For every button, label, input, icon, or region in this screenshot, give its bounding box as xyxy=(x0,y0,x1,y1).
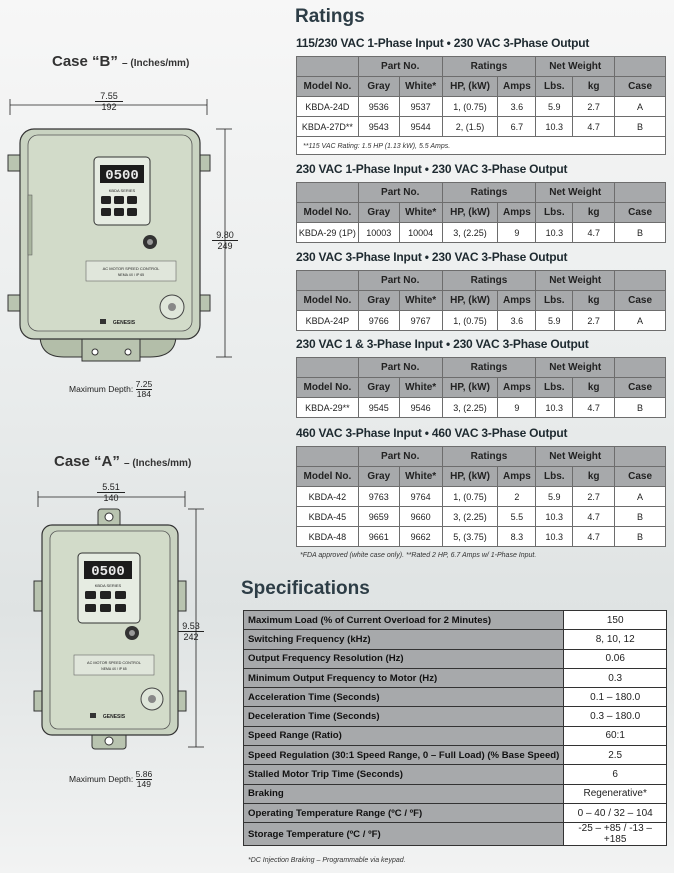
table-cell: Speed Regulation (30:1 Speed Range, 0 – Full Load) (% Base Speed) xyxy=(244,746,564,765)
table-cell: 4.7 xyxy=(573,398,615,418)
table-cell: 9 xyxy=(498,398,536,418)
table-cell: Output Frequency Resolution (Hz) xyxy=(244,649,564,668)
table-cell: 9661 xyxy=(358,527,399,547)
table-row xyxy=(297,527,666,547)
case-a-depth: Maximum Depth: $\frac{5.86}{149}$ xyxy=(69,769,153,789)
table-cell: Model No. xyxy=(297,203,359,223)
table-cell: 10004 xyxy=(399,223,442,243)
table-cell: Net Weight xyxy=(536,57,615,77)
table-cell: B xyxy=(615,398,666,418)
table-cell: kg xyxy=(573,467,615,487)
table-cell: 6 xyxy=(564,765,667,784)
table-cell: Acceleration Time (Seconds) xyxy=(244,688,564,707)
table-cell: Amps xyxy=(498,378,536,398)
table-cell: 60:1 xyxy=(564,726,667,745)
table-cell: 3, (2.25) xyxy=(442,223,498,243)
table-cell: 2.7 xyxy=(573,311,615,331)
table-cell: White* xyxy=(399,467,442,487)
table-cell xyxy=(297,358,359,378)
table-cell: Operating Temperature Range (ºC / ºF) xyxy=(244,803,564,822)
table-cell: HP, (kW) xyxy=(442,203,498,223)
svg-text:NEMA 4X / IP 65: NEMA 4X / IP 65 xyxy=(117,273,145,277)
table-cell: Part No. xyxy=(358,57,442,77)
svg-text:0500: 0500 xyxy=(91,564,125,580)
table-header-row xyxy=(297,77,666,97)
case-b-height-dim: 9.80 249 xyxy=(212,230,238,251)
table-header-row xyxy=(297,183,666,203)
table-cell: KBDA-29** xyxy=(297,398,359,418)
table-cell: Part No. xyxy=(358,271,442,291)
table-cell: Lbs. xyxy=(536,291,573,311)
table-header-row xyxy=(297,447,666,467)
table-header-row xyxy=(297,358,666,378)
ratings-table xyxy=(296,56,666,155)
table-cell: kg xyxy=(573,77,615,97)
table-cell: 10.3 xyxy=(536,117,573,137)
table-header-row xyxy=(297,291,666,311)
table-cell: Net Weight xyxy=(536,447,615,467)
svg-text:NEMA 4X / IP 65: NEMA 4X / IP 65 xyxy=(101,667,127,671)
table-cell: Minimum Output Frequency to Motor (Hz) xyxy=(244,668,564,687)
table-cell: Case xyxy=(615,378,666,398)
table-cell: Lbs. xyxy=(536,203,573,223)
table-cell: Net Weight xyxy=(536,183,615,203)
table-cell: 2 xyxy=(498,487,536,507)
table-cell: B xyxy=(615,507,666,527)
table-header-row xyxy=(297,378,666,398)
table-cell: B xyxy=(615,527,666,547)
table-row xyxy=(297,507,666,527)
table-cell: Amps xyxy=(498,467,536,487)
table-cell: Net Weight xyxy=(536,358,615,378)
table-cell: KBDA-48 xyxy=(297,527,359,547)
table-cell: A xyxy=(615,311,666,331)
ratings-footnote: *FDA approved (white case only). **Rated 2 HP, 6.7 Amps w/ 1-Phase Input. xyxy=(300,552,537,559)
table-cell: White* xyxy=(399,378,442,398)
table-cell: 9767 xyxy=(399,311,442,331)
table-cell: 1, (0.75) xyxy=(442,487,498,507)
table-cell: 5.9 xyxy=(536,97,573,117)
table-cell: 0.3 xyxy=(564,668,667,687)
ratings-table xyxy=(296,446,666,547)
table-cell: 9536 xyxy=(358,97,399,117)
table-row xyxy=(244,630,667,649)
table-cell: KBDA-29 (1P) xyxy=(297,223,359,243)
table-cell: 0.3 – 180.0 xyxy=(564,707,667,726)
table-cell: Ratings xyxy=(442,447,536,467)
table-cell: 10.3 xyxy=(536,398,573,418)
table-cell: 10.3 xyxy=(536,527,573,547)
table-cell: 9659 xyxy=(358,507,399,527)
ratings-table xyxy=(296,182,666,243)
table-header-row xyxy=(297,467,666,487)
table-cell: 8, 10, 12 xyxy=(564,630,667,649)
table-cell: 9660 xyxy=(399,507,442,527)
ratings-section-title: 230 VAC 1 & 3-Phase Input • 230 VAC 3-Phase Output xyxy=(296,337,589,351)
table-cell: 9545 xyxy=(358,398,399,418)
table-cell: White* xyxy=(399,77,442,97)
table-cell: 9763 xyxy=(358,487,399,507)
table-cell: Lbs. xyxy=(536,77,573,97)
table-cell: 9537 xyxy=(399,97,442,117)
table-cell xyxy=(297,447,359,467)
ratings-table xyxy=(296,357,666,418)
table-cell xyxy=(615,358,666,378)
table-row xyxy=(244,668,667,687)
ratings-section-title: 460 VAC 3-Phase Input • 460 VAC 3-Phase Output xyxy=(296,426,568,440)
table-row xyxy=(244,707,667,726)
table-cell: 6.7 xyxy=(498,117,536,137)
table-cell: 5.9 xyxy=(536,311,573,331)
table-cell: HP, (kW) xyxy=(442,378,498,398)
table-cell: Amps xyxy=(498,203,536,223)
table-cell xyxy=(615,57,666,77)
table-row xyxy=(244,803,667,822)
table-note-row xyxy=(297,137,666,155)
table-row xyxy=(297,97,666,117)
table-cell: Deceleration Time (Seconds) xyxy=(244,707,564,726)
table-cell: Ratings xyxy=(442,358,536,378)
svg-text:KBDA SERIES: KBDA SERIES xyxy=(94,583,122,588)
table-cell: 2, (1.5) xyxy=(442,117,498,137)
table-cell: Maximum Load (% of Current Overload for 2 Minutes) xyxy=(244,611,564,630)
table-header-row xyxy=(297,203,666,223)
table-cell: Model No. xyxy=(297,291,359,311)
table-cell: Gray xyxy=(358,203,399,223)
specifications-table xyxy=(243,610,667,846)
table-row xyxy=(244,746,667,765)
table-cell xyxy=(297,137,666,155)
table-cell: kg xyxy=(573,378,615,398)
table-row xyxy=(244,649,667,668)
ratings-section-title: 115/230 VAC 1-Phase Input • 230 VAC 3-Phase Output xyxy=(296,36,590,50)
table-cell: Part No. xyxy=(358,447,442,467)
table-cell: Switching Frequency (kHz) xyxy=(244,630,564,649)
ratings-section-title: 230 VAC 1-Phase Input • 230 VAC 3-Phase Output xyxy=(296,162,568,176)
table-cell: 4.7 xyxy=(573,117,615,137)
table-cell: 2.7 xyxy=(573,97,615,117)
ratings-heading: Ratings xyxy=(295,6,365,27)
table-cell: HP, (kW) xyxy=(442,467,498,487)
table-cell: 5, (3.75) xyxy=(442,527,498,547)
table-cell: Amps xyxy=(498,77,536,97)
table-cell: Model No. xyxy=(297,467,359,487)
table-cell: Braking xyxy=(244,784,564,803)
table-row xyxy=(297,117,666,137)
table-header-row xyxy=(297,57,666,77)
table-cell: Storage Temperature (ºC / ºF) xyxy=(244,823,564,846)
table-cell: Ratings xyxy=(442,271,536,291)
svg-text:AC MOTOR SPEED CONTROL: AC MOTOR SPEED CONTROL xyxy=(102,266,160,271)
table-cell: White* xyxy=(399,291,442,311)
case-b-drawing xyxy=(0,95,240,390)
table-header-row xyxy=(297,271,666,291)
table-cell: 0.1 – 180.0 xyxy=(564,688,667,707)
table-cell: Lbs. xyxy=(536,467,573,487)
table-cell: 3.6 xyxy=(498,97,536,117)
table-cell: 5.9 xyxy=(536,487,573,507)
table-cell: KBDA-24P xyxy=(297,311,359,331)
table-cell: 9543 xyxy=(358,117,399,137)
table-cell: Case xyxy=(615,77,666,97)
table-cell: Lbs. xyxy=(536,378,573,398)
svg-text:GENESIS: GENESIS xyxy=(112,320,136,326)
table-cell xyxy=(615,271,666,291)
table-cell: Case xyxy=(615,203,666,223)
table-cell: Gray xyxy=(358,77,399,97)
table-cell xyxy=(297,271,359,291)
table-cell: Model No. xyxy=(297,378,359,398)
table-cell: A xyxy=(615,97,666,117)
table-cell: Model No. xyxy=(297,77,359,97)
table-cell xyxy=(297,183,359,203)
table-cell: Gray xyxy=(358,291,399,311)
table-cell: Speed Range (Ratio) xyxy=(244,726,564,745)
table-cell: KBDA-27D** xyxy=(297,117,359,137)
table-cell: 10.3 xyxy=(536,223,573,243)
table-cell: kg xyxy=(573,291,615,311)
case-a-width-dim: 5.51 140 xyxy=(97,482,125,503)
table-cell: 3.6 xyxy=(498,311,536,331)
table-row xyxy=(297,311,666,331)
case-b-width-dim: 7.55 192 xyxy=(95,91,123,112)
table-cell: A xyxy=(615,487,666,507)
table-row xyxy=(244,611,667,630)
case-a-height-dim: 9.53 242 xyxy=(178,621,204,642)
table-cell: 9662 xyxy=(399,527,442,547)
table-cell: Net Weight xyxy=(536,271,615,291)
table-cell xyxy=(615,183,666,203)
table-cell: Gray xyxy=(358,378,399,398)
table-cell: 2.7 xyxy=(573,487,615,507)
table-row xyxy=(297,398,666,418)
table-cell: 3, (2.25) xyxy=(442,398,498,418)
table-cell: 9 xyxy=(498,223,536,243)
svg-text:AC MOTOR SPEED CONTROL: AC MOTOR SPEED CONTROL xyxy=(87,661,141,665)
table-cell: Ratings xyxy=(442,57,536,77)
table-cell: Regenerative* xyxy=(564,784,667,803)
table-row xyxy=(297,223,666,243)
table-cell: 10.3 xyxy=(536,507,573,527)
case-b-depth: Maximum Depth: $\frac{7.25}{184}$ xyxy=(69,379,153,399)
table-cell: 4.7 xyxy=(573,223,615,243)
table-cell xyxy=(615,447,666,467)
table-row xyxy=(244,784,667,803)
table-cell: 8.3 xyxy=(498,527,536,547)
table-cell: -25 – +85 / -13 – +185 xyxy=(564,823,667,846)
table-cell: 150 xyxy=(564,611,667,630)
table-cell: 4.7 xyxy=(573,507,615,527)
table-cell: 10003 xyxy=(358,223,399,243)
svg-text:0500: 0500 xyxy=(105,168,139,184)
table-cell: KBDA-42 xyxy=(297,487,359,507)
table-cell: kg xyxy=(573,203,615,223)
table-cell: Stalled Motor Trip Time (Seconds) xyxy=(244,765,564,784)
table-cell: Case xyxy=(615,291,666,311)
table-cell: HP, (kW) xyxy=(442,291,498,311)
table-row xyxy=(297,487,666,507)
table-cell: Amps xyxy=(498,291,536,311)
case-a-drawing xyxy=(0,485,210,765)
table-row xyxy=(244,823,667,846)
table-cell: 1, (0.75) xyxy=(442,311,498,331)
table-cell: 5.5 xyxy=(498,507,536,527)
specifications-footnote: *DC Injection Braking – Programmable via keypad. xyxy=(248,857,406,864)
table-cell: Case xyxy=(615,467,666,487)
table-row xyxy=(244,765,667,784)
specifications-heading: Specifications xyxy=(241,578,370,599)
table-cell: 3, (2.25) xyxy=(442,507,498,527)
table-cell: 2.5 xyxy=(564,746,667,765)
case-b-title: Case “B” – (Inches/mm) xyxy=(52,53,190,70)
table-cell: Gray xyxy=(358,467,399,487)
table-cell: 9764 xyxy=(399,487,442,507)
ratings-section-title: 230 VAC 3-Phase Input • 230 VAC 3-Phase Output xyxy=(296,250,568,264)
table-cell: Part No. xyxy=(358,358,442,378)
svg-text:GENESIS: GENESIS xyxy=(102,714,126,720)
table-cell: 4.7 xyxy=(573,527,615,547)
ratings-note: **115 VAC Rating: 1.5 HP (1.13 kW), 5.5 Amps. xyxy=(303,143,451,150)
table-cell: Part No. xyxy=(358,183,442,203)
table-cell: KBDA-45 xyxy=(297,507,359,527)
table-cell: 1, (0.75) xyxy=(442,97,498,117)
table-row xyxy=(244,726,667,745)
table-cell: B xyxy=(615,223,666,243)
table-cell: HP, (kW) xyxy=(442,77,498,97)
table-cell: Ratings xyxy=(442,183,536,203)
svg-text:KBDA SERIES: KBDA SERIES xyxy=(108,188,136,193)
table-cell: 0.06 xyxy=(564,649,667,668)
case-a-title: Case “A” – (Inches/mm) xyxy=(54,453,192,470)
table-cell: White* xyxy=(399,203,442,223)
table-cell: B xyxy=(615,117,666,137)
table-cell: 9766 xyxy=(358,311,399,331)
ratings-table xyxy=(296,270,666,331)
table-cell: 9546 xyxy=(399,398,442,418)
table-row xyxy=(244,688,667,707)
table-cell: 9544 xyxy=(399,117,442,137)
table-cell: KBDA-24D xyxy=(297,97,359,117)
table-cell xyxy=(297,57,359,77)
table-cell: 0 – 40 / 32 – 104 xyxy=(564,803,667,822)
